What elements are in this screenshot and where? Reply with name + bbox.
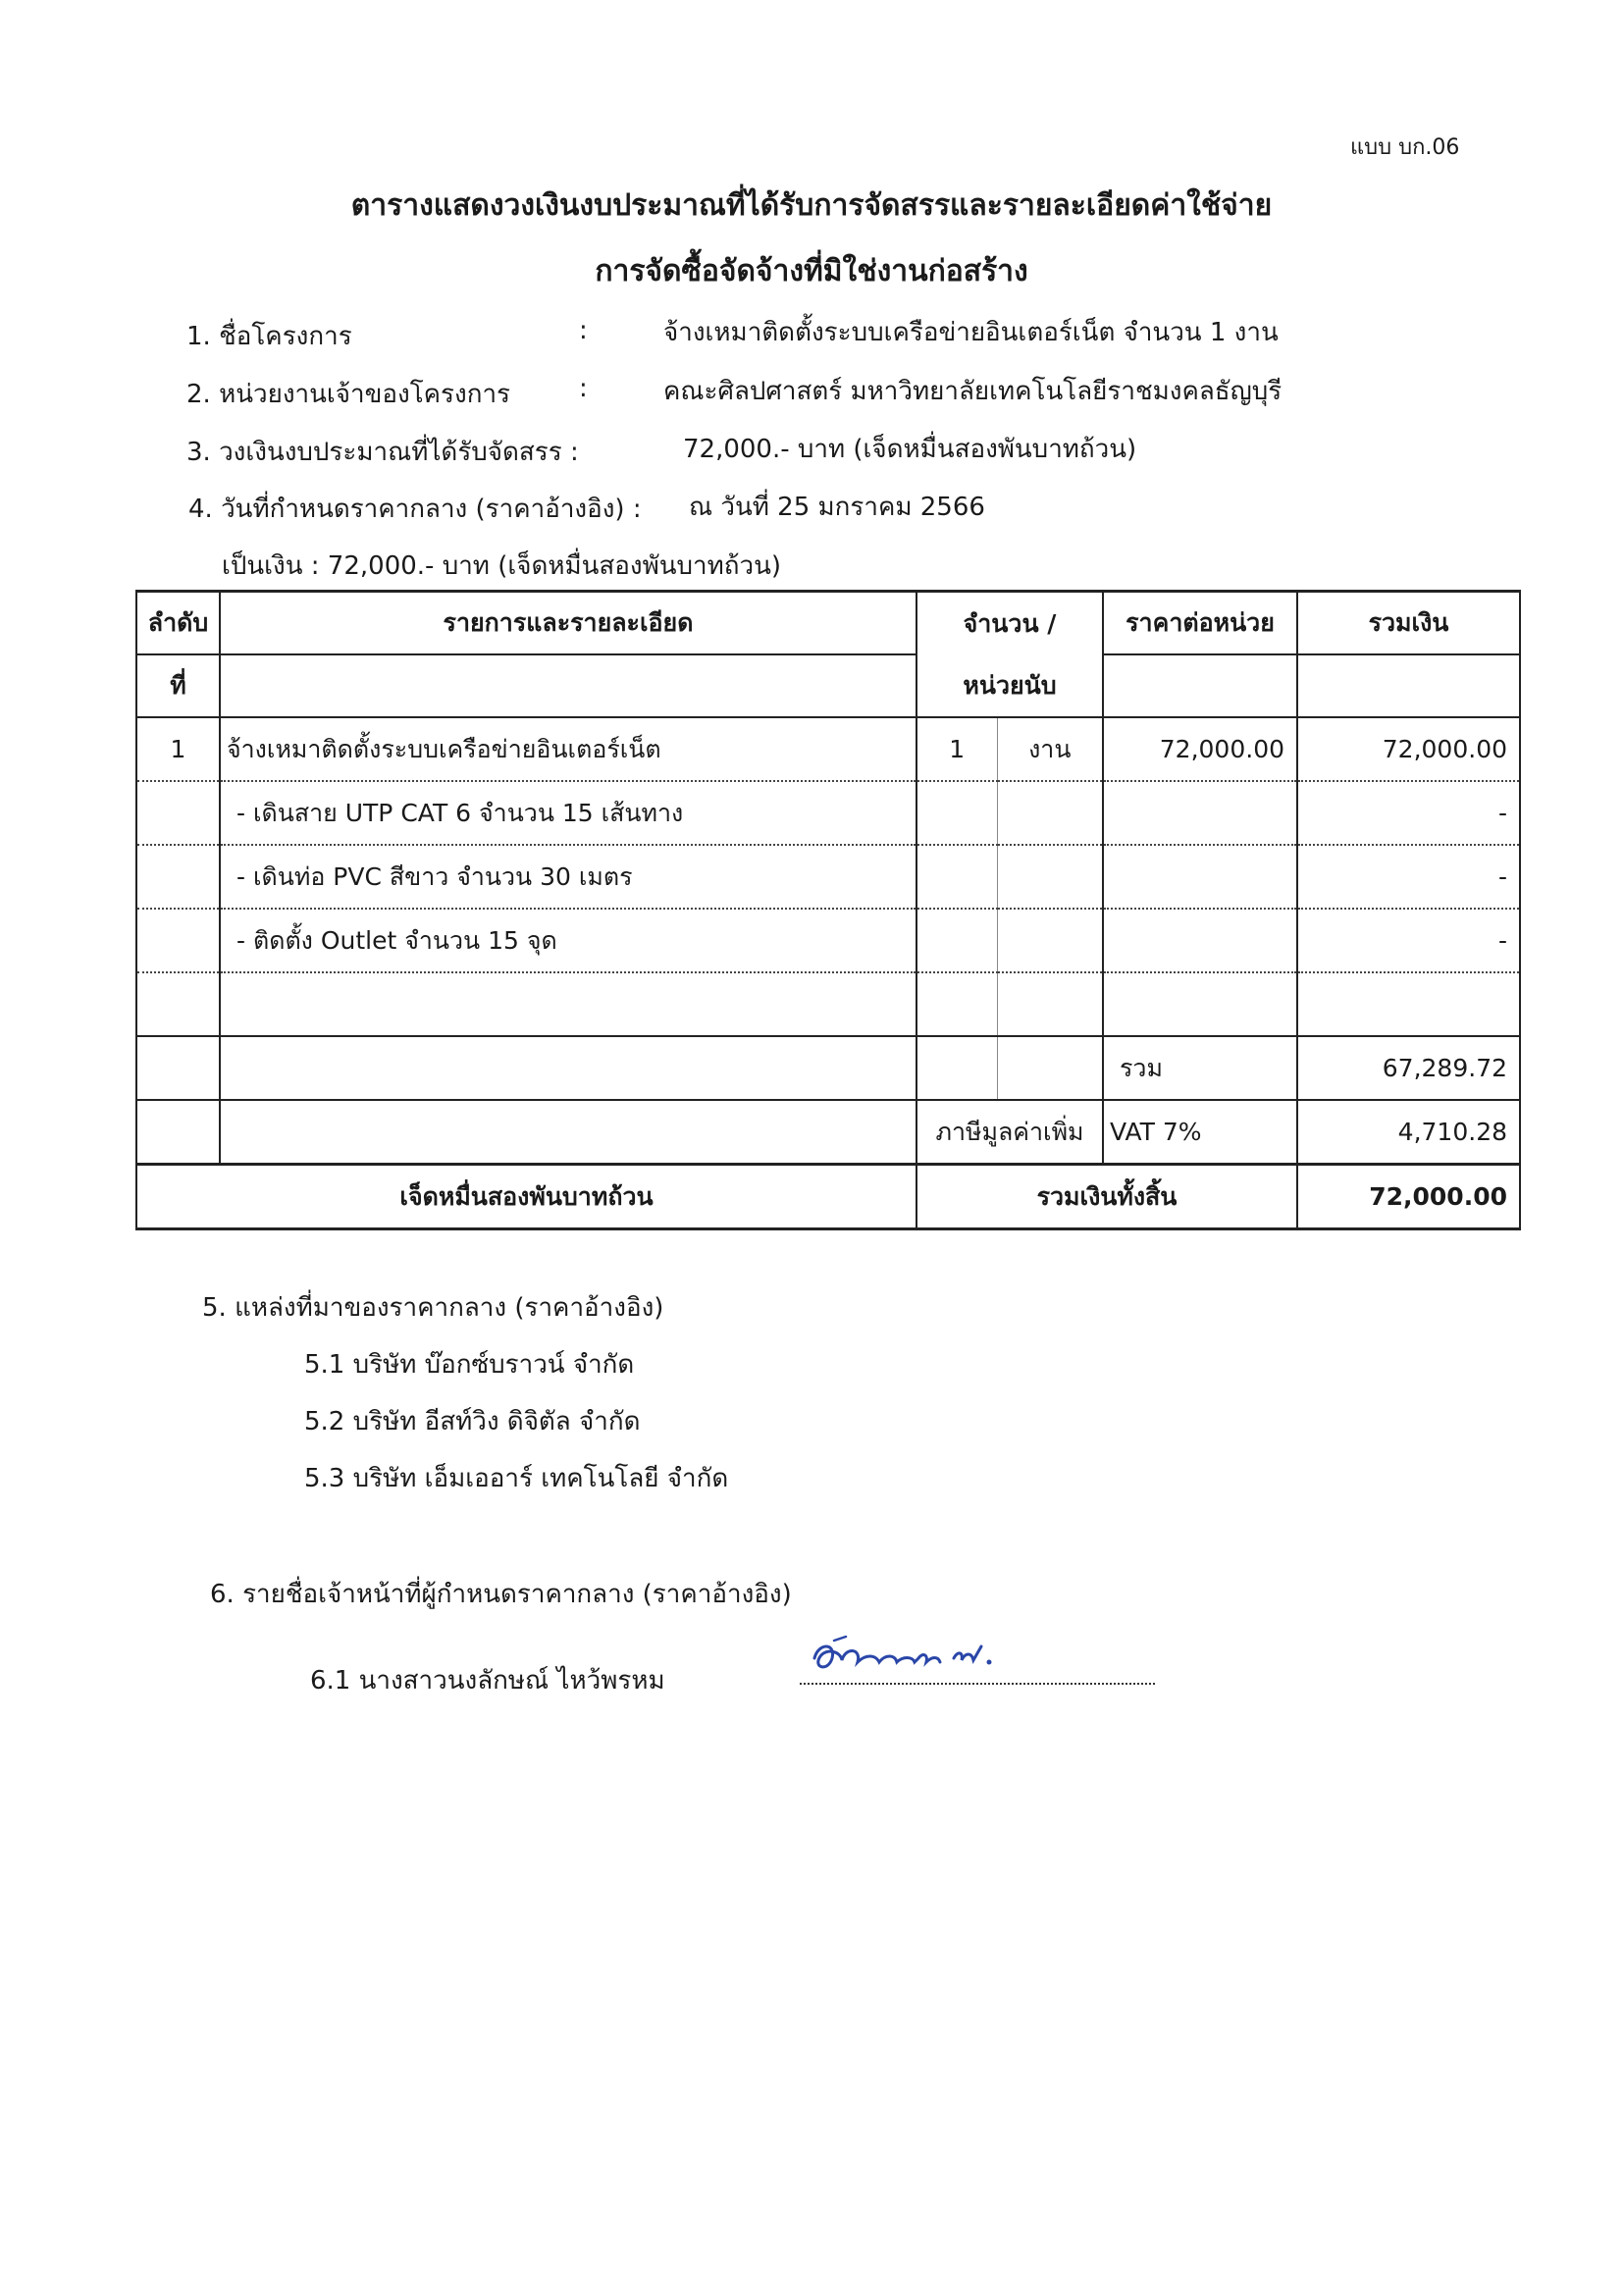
row-desc: - ติดตั้ง Outlet จำนวน 15 จุด	[220, 909, 916, 972]
grand-total-text: เจ็ดหมื่นสองพันบาทถ้วน	[136, 1165, 916, 1229]
document-title: ตารางแสดงวงเงินงบประมาณที่ได้รับการจัดสรรและรายละเอียดค่าใช้จ่าย	[350, 188, 1273, 223]
vat-label: ภาษีมูลค่าเพิ่ม	[916, 1100, 1103, 1165]
source-item: 5.3 บริษัท เอ็มเออาร์ เทคโนโลยี จำกัด	[304, 1464, 729, 1493]
row-qty	[916, 845, 997, 909]
item3-value: 72,000.- บาท (เจ็ดหมื่นสองพันบาทถ้วน)	[683, 435, 1137, 464]
row-desc: จ้างเหมาติดตั้งระบบเครือข่ายอินเตอร์เน็ต	[220, 717, 916, 781]
officers-heading: 6. รายชื่อเจ้าหน้าที่ผู้กำหนดราคากลาง (ราคาอ้างอิง)	[210, 1580, 792, 1609]
item2-value: คณะศิลปศาสตร์ มหาวิทยาลัยเทคโนโลยีราชมงคลธัญบุรี	[663, 377, 1283, 406]
table-row	[136, 845, 1520, 909]
sources-heading: 5. แหล่งที่มาของราคากลาง (ราคาอ้างอิง)	[202, 1293, 664, 1323]
header-no-2: ที่	[136, 654, 220, 717]
item4-value: ณ วันที่ 25 มกราคม 2566	[689, 493, 985, 522]
signature-line	[800, 1681, 1155, 1685]
header-unit-price: ราคาต่อหน่วย	[1103, 592, 1297, 655]
header-unit-price-blank	[1103, 654, 1297, 717]
row-qty	[916, 909, 997, 972]
grand-total-value: 72,000.00	[1297, 1165, 1520, 1229]
row-price	[1103, 781, 1297, 845]
row-qty	[916, 972, 997, 1036]
subtotal-blank-qty	[916, 1036, 997, 1100]
row-unit	[997, 845, 1103, 909]
form-code: แบบ บก.06	[1350, 135, 1460, 160]
row-qty	[916, 781, 997, 845]
amount-line: เป็นเงิน : 72,000.- บาท (เจ็ดหมื่นสองพันบาทถ้วน)	[222, 551, 781, 581]
table-row	[136, 972, 1520, 1036]
subtotal-blank-desc	[220, 1036, 916, 1100]
row-desc: - เดินสาย UTP CAT 6 จำนวน 15 เส้นทาง	[220, 781, 916, 845]
table-row	[136, 717, 1520, 781]
subtotal-blank-no	[136, 1036, 220, 1100]
item2-label: 2. หน่วยงานเจ้าของโครงการ	[186, 380, 511, 409]
header-desc: รายการและรายละเอียด	[220, 592, 916, 655]
row-price: 72,000.00	[1103, 717, 1297, 781]
row-no	[136, 972, 220, 1036]
source-item: 5.1 บริษัท บ๊อกซ์บราวน์ จำกัด	[304, 1350, 635, 1380]
grand-total-row	[136, 1165, 1520, 1229]
header-total-blank	[1297, 654, 1520, 717]
document-subtitle: การจัดซื้อจัดจ้างที่มิใช่งานก่อสร้าง	[595, 254, 1028, 288]
cost-table	[135, 590, 1521, 1230]
item1-label: 1. ชื่อโครงการ	[186, 322, 352, 351]
row-unit	[997, 781, 1103, 845]
vat-rate: VAT 7%	[1103, 1100, 1297, 1165]
table-row	[136, 781, 1520, 845]
officer-name: 6.1 นางสาวนงลักษณ์ ไหว้พรหม	[310, 1666, 665, 1696]
row-total: -	[1297, 781, 1520, 845]
row-no: 1	[136, 717, 220, 781]
row-no	[136, 845, 220, 909]
vat-blank-no	[136, 1100, 220, 1165]
subtotal-label: รวม	[1103, 1036, 1297, 1100]
header-desc-blank	[220, 654, 916, 717]
row-qty: 1	[916, 717, 997, 781]
row-price	[1103, 972, 1297, 1036]
table-row	[136, 909, 1520, 972]
grand-total-label: รวมเงินทั้งสิ้น	[916, 1165, 1297, 1229]
row-no	[136, 909, 220, 972]
item1-colon: :	[579, 316, 588, 345]
source-item: 5.2 บริษัท อีสท์วิง ดิจิตัล จำกัด	[304, 1407, 641, 1436]
row-unit: งาน	[997, 717, 1103, 781]
vat-blank-desc	[220, 1100, 916, 1165]
row-total: 72,000.00	[1297, 717, 1520, 781]
item1-value: จ้างเหมาติดตั้งระบบเครือข่ายอินเตอร์เน็ต จำนวน 1 งาน	[663, 318, 1279, 347]
table-header-row	[136, 592, 1520, 655]
header-no-1: ลำดับ	[136, 592, 220, 655]
item4-label: 4. วันที่กำหนดราคากลาง (ราคาอ้างอิง) :	[188, 495, 642, 524]
header-qty-2: หน่วยนับ	[916, 654, 1103, 717]
row-desc: - เดินท่อ PVC สีขาว จำนวน 30 เมตร	[220, 845, 916, 909]
row-unit	[997, 972, 1103, 1036]
row-total: -	[1297, 909, 1520, 972]
subtotal-blank-unit	[997, 1036, 1103, 1100]
row-price	[1103, 909, 1297, 972]
header-qty-1: จำนวน /	[916, 592, 1103, 655]
row-total	[1297, 972, 1520, 1036]
row-desc	[220, 972, 916, 1036]
header-total: รวมเงิน	[1297, 592, 1520, 655]
signature-scribble	[807, 1629, 1052, 1688]
row-price	[1103, 845, 1297, 909]
item3-label: 3. วงเงินงบประมาณที่ได้รับจัดสรร :	[186, 438, 579, 467]
table-header-row-2	[136, 654, 1520, 717]
subtotal-row	[136, 1036, 1520, 1100]
row-unit	[997, 909, 1103, 972]
subtotal-value: 67,289.72	[1297, 1036, 1520, 1100]
vat-row	[136, 1100, 1520, 1165]
row-no	[136, 781, 220, 845]
item2-colon: :	[579, 374, 588, 403]
row-total: -	[1297, 845, 1520, 909]
vat-value: 4,710.28	[1297, 1100, 1520, 1165]
